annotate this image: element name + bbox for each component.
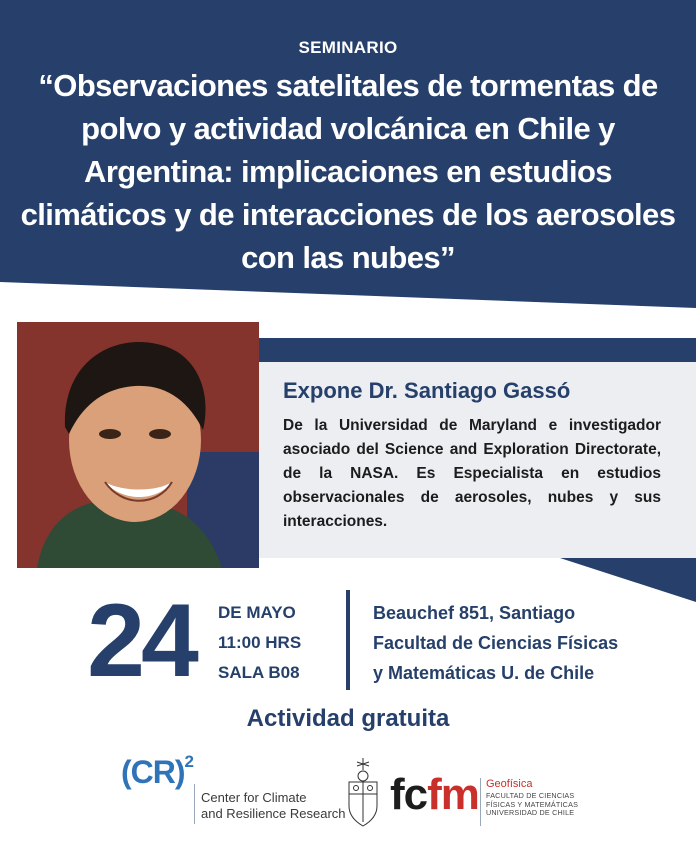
venue-university: y Matemáticas U. de Chile xyxy=(373,663,595,683)
seminar-title: “Observaciones satelitales de tormentas de polvo y actividad volcánica en Chile y Argentina: implicaciones en estudios climáticos y de interacciones de los aerosoles con las nubes” xyxy=(20,68,676,275)
fcfm-logo-fm: fm xyxy=(427,770,479,819)
event-room: SALA B08 xyxy=(218,663,300,682)
cr2-name-line1: Center for Climate xyxy=(201,790,307,805)
speaker-bio: De la Universidad de Maryland e investigador asociado del Science and Exploration Directorate, de la NASA. Es Especialista en estudios observacionales de aerosoles, nubes y sus interacciones. xyxy=(283,417,661,530)
event-venue xyxy=(373,598,618,688)
stripe-top xyxy=(258,338,696,362)
venue-address: Beauchef 851, Santiago xyxy=(373,603,576,623)
corner-triangle xyxy=(560,558,696,602)
speaker-name: Expone Dr. Santiago Gassó xyxy=(283,378,571,403)
venue-faculty: Facultad de Ciencias Físicas xyxy=(373,633,619,653)
cr2-logo xyxy=(121,752,346,821)
seminar-label: SEMINARIO xyxy=(298,38,398,57)
speaker-photo xyxy=(17,322,259,568)
geofisica-subtitle xyxy=(486,792,578,818)
event-month: DE MAYO xyxy=(218,603,296,622)
cr2-name xyxy=(201,790,361,822)
event-time: 11:00 HRS xyxy=(218,633,302,652)
divider xyxy=(346,590,350,690)
cr2-mark xyxy=(121,754,193,790)
free-activity-label: Actividad gratuita xyxy=(246,705,450,732)
cr2-mark-text: (CR) xyxy=(121,754,185,790)
fcfm-logo-fc: fc xyxy=(390,770,428,819)
event-datetime xyxy=(218,598,301,688)
event-day: 24 xyxy=(87,583,195,699)
cr2-name-line2: and Resilience Research xyxy=(201,806,346,821)
geo-line2: FÍSICAS Y MATEMÁTICAS xyxy=(486,799,579,809)
cr2-sup: 2 xyxy=(184,752,193,772)
uchile-shield-icon xyxy=(343,756,383,828)
speaker-portrait xyxy=(17,322,259,568)
geo-line3: UNIVERSIDAD DE CHILE xyxy=(486,808,575,817)
fcfm-divider xyxy=(480,778,481,826)
fcfm-logo xyxy=(390,770,479,820)
geofisica-title: Geofísica xyxy=(486,778,533,790)
cr2-divider xyxy=(194,784,195,824)
geo-line1: FACULTAD DE CIENCIAS xyxy=(486,791,575,800)
